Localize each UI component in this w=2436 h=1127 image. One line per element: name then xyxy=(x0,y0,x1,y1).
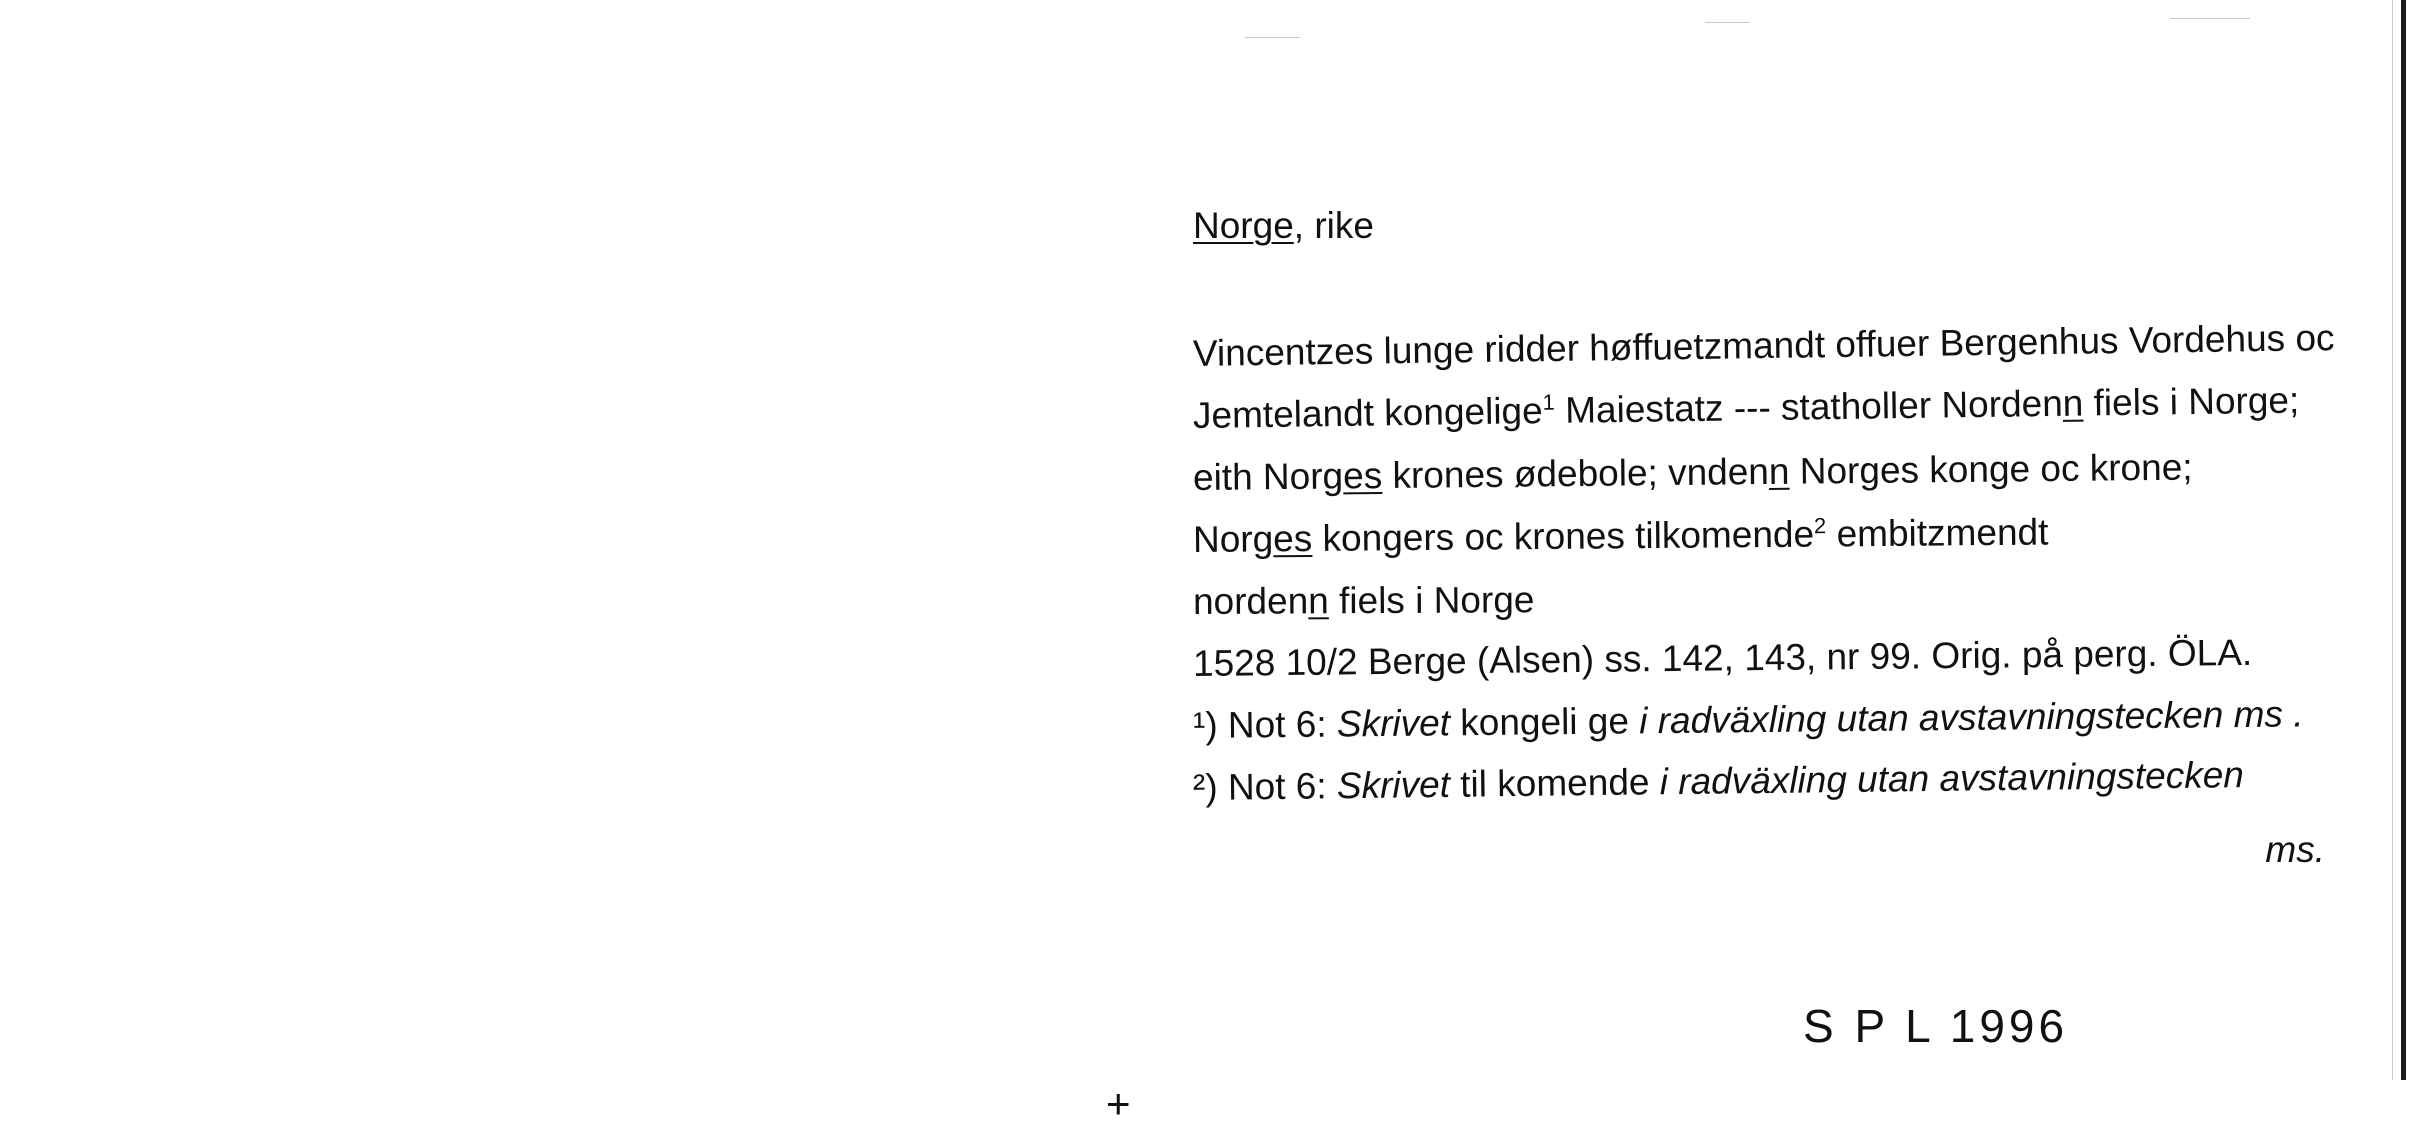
footnote-italic: Skrivet xyxy=(1336,702,1451,745)
entry-heading xyxy=(1193,204,2373,248)
line-text-part: Norges konge oc krone; xyxy=(1789,446,2193,492)
footnote-text: til komende xyxy=(1449,761,1660,805)
footnote-line xyxy=(1193,692,2373,748)
line-text-part: Jemtelandt kongelige xyxy=(1192,390,1543,436)
citation-line xyxy=(1193,630,2373,686)
text-line xyxy=(1193,316,2373,376)
citation-text: 1528 10/2 Berge (Alsen) ss. 142, 143, nr 99. Orig. på perg. ÖLA. xyxy=(1192,631,2253,684)
text-line xyxy=(1193,508,2373,562)
footnote-marker: 1 xyxy=(1542,389,1555,415)
heading-underlined-word: Norge xyxy=(1193,205,1294,246)
heading-rest: , rike xyxy=(1293,205,1374,246)
scan-edge-line xyxy=(2401,0,2406,1080)
footnote-italic: Skrivet xyxy=(1336,763,1451,807)
text-line xyxy=(1193,574,2373,624)
footnote-italic: i radväxling utan avstavningstecken ms . xyxy=(1639,693,2304,742)
scan-artifact xyxy=(2170,18,2250,19)
scan-artifact xyxy=(1245,37,1300,38)
underlined-letter: n xyxy=(1768,450,1790,492)
footnote-continuation xyxy=(2245,828,2325,872)
underlined-letter: n xyxy=(2062,382,2084,424)
footnote-prefix: ²) Not 6: xyxy=(1192,765,1338,808)
line-text-part: Maiestatz --- statholler Norden xyxy=(1554,382,2064,431)
underlined-suffix: es xyxy=(1273,517,1313,560)
line-text-part: fiels i Norge; xyxy=(2083,379,2300,424)
underlined-suffix: es xyxy=(1342,455,1383,497)
underlined-letter: n xyxy=(1308,580,1329,622)
line-text-part: embitzmendt xyxy=(1826,511,2049,555)
footnote-italic: ms. xyxy=(2265,829,2325,870)
footer-signature: S P L 1996 xyxy=(1803,1000,2069,1052)
line-text-part: kongers oc krones tilkomende xyxy=(1312,513,1815,559)
scan-edge-shadow xyxy=(2392,0,2393,1080)
text-line xyxy=(1193,444,2373,500)
line-text-part: norden xyxy=(1192,580,1309,622)
line-text-part: krones ødebole; vnden xyxy=(1381,450,1770,497)
scan-artifact xyxy=(1705,22,1750,23)
footnote-prefix: ¹) Not 6: xyxy=(1192,703,1338,746)
footnote-line xyxy=(1193,752,2373,810)
text-line xyxy=(1193,378,2373,438)
line-text-part: fiels i Norge xyxy=(1328,579,1535,622)
line-text-part: Norg xyxy=(1192,518,1274,560)
footnote-text: kongeli ge xyxy=(1449,700,1640,744)
footnote-marker: 2 xyxy=(1813,513,1827,539)
footnote-italic: i radväxling utan avstavningstecken xyxy=(1659,754,2245,803)
line-text: Vincentzes lunge ridder høffuetzmandt offuer Bergenhus Vordehus oc xyxy=(1192,317,2335,374)
plus-mark: + xyxy=(1106,1080,1131,1127)
line-text-part: eith Norg xyxy=(1192,455,1344,498)
